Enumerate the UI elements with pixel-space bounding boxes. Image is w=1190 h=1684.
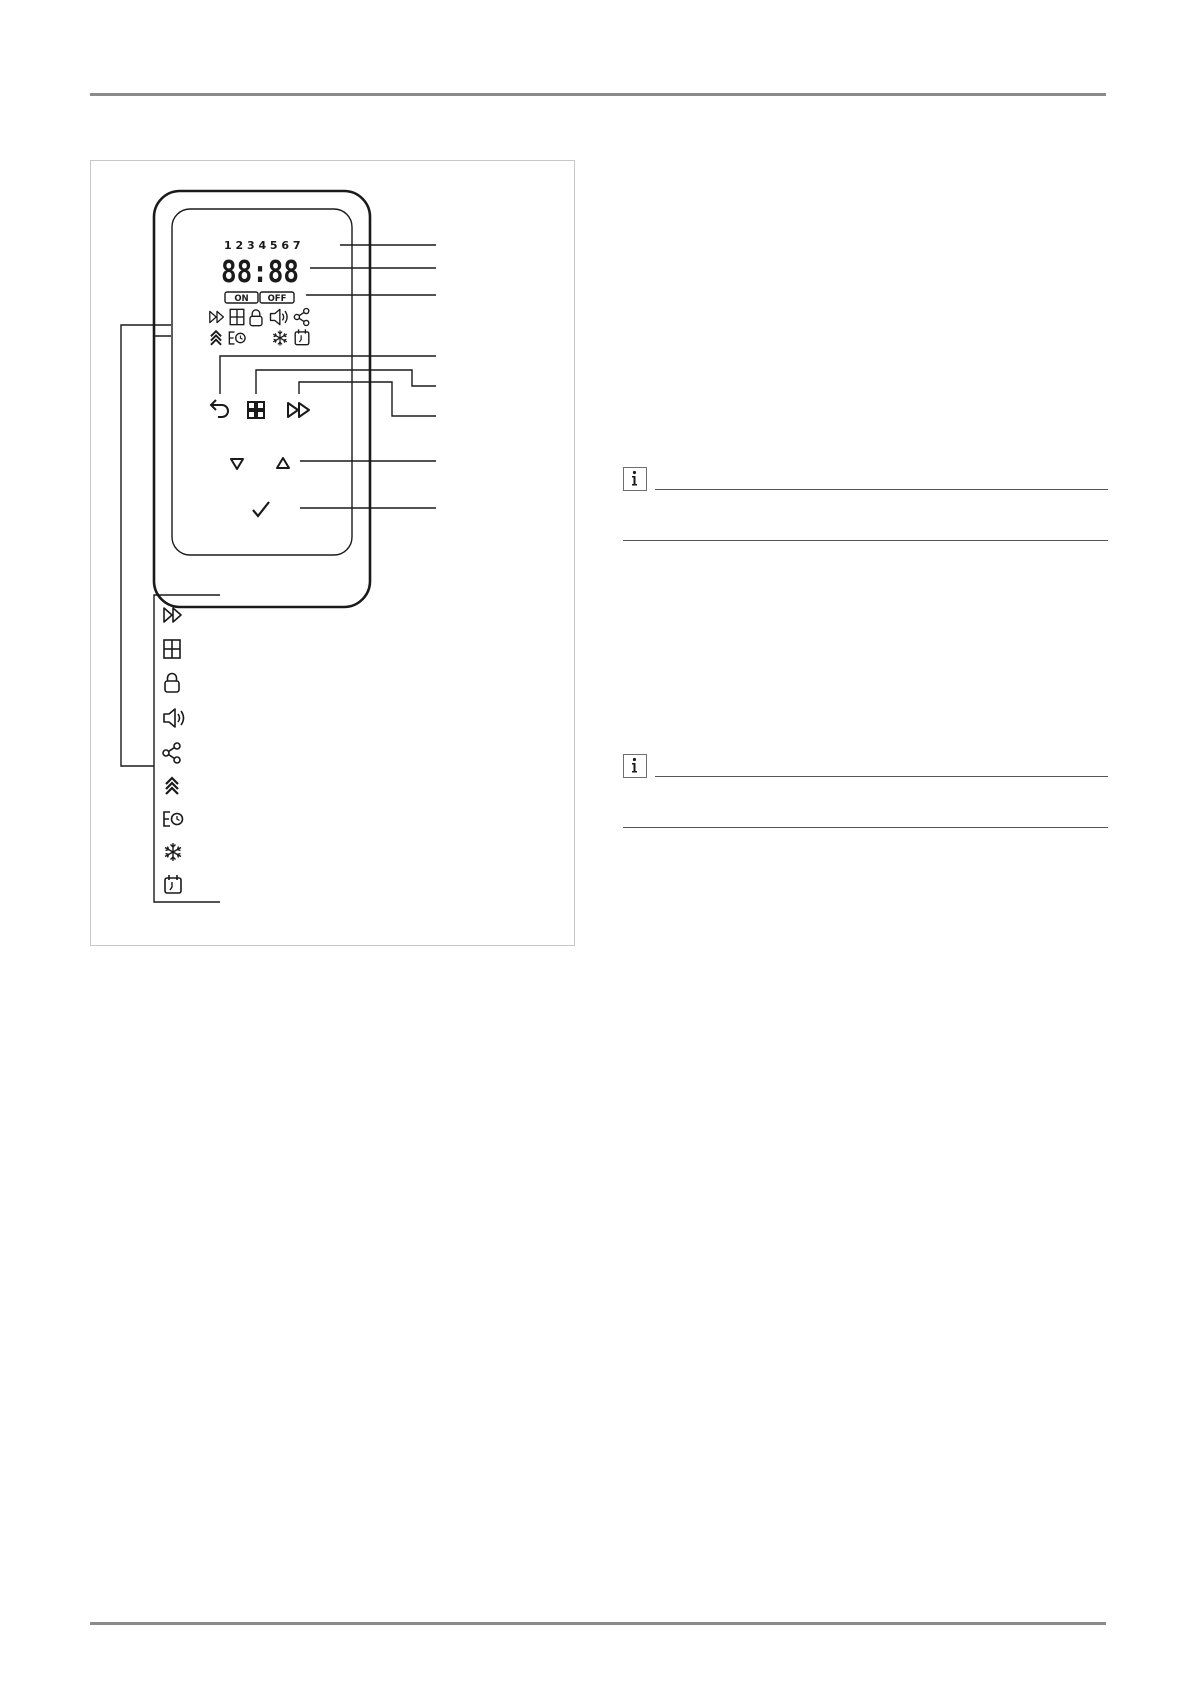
- grid-icon: [230, 309, 244, 324]
- info-icon: [623, 754, 647, 778]
- note-top-rule: [655, 489, 1108, 490]
- calendar-clock-icon: [295, 329, 309, 344]
- menu-grid-icon[interactable]: [248, 402, 264, 418]
- back-icon[interactable]: [211, 400, 228, 417]
- legend-chevrons-up-icon: [166, 778, 178, 794]
- fast-forward-button-icon[interactable]: [288, 403, 309, 417]
- legend-share-icon: [163, 743, 180, 763]
- snowflake-icon: [273, 330, 287, 345]
- info-icon: [623, 467, 647, 491]
- device-outer-shell: [154, 191, 370, 607]
- on-indicator-label: ON: [234, 294, 249, 304]
- legend-speaker-icon: [164, 709, 184, 727]
- lock-icon: [250, 310, 262, 326]
- legend-fast-forward-icon: [164, 608, 181, 622]
- legend-snowflake-icon: [165, 843, 181, 861]
- fast-forward-icon: [210, 311, 224, 322]
- share-icon: [294, 309, 308, 326]
- clock-readout: 88:88: [221, 255, 299, 290]
- control-panel-figure: [90, 160, 575, 946]
- down-triangle-icon[interactable]: [231, 459, 243, 469]
- speaker-icon: [271, 309, 288, 324]
- info-note-1: [623, 467, 1108, 541]
- legend-calendar-clock-icon: [165, 875, 181, 893]
- note-bottom-rule: [623, 827, 1108, 828]
- day-numbers: 1 2 3 4 5 6 7: [224, 239, 301, 252]
- up-triangle-icon[interactable]: [277, 458, 289, 468]
- note-top-rule: [655, 776, 1108, 777]
- footer-rule: [90, 1622, 1106, 1625]
- legend-lock-icon: [165, 674, 179, 693]
- legend-eco-timer-icon: [164, 812, 183, 826]
- off-indicator-label: OFF: [267, 294, 287, 304]
- note-bottom-rule: [623, 540, 1108, 541]
- eco-timer-icon: [229, 332, 245, 344]
- info-note-2: [623, 754, 1108, 828]
- check-icon[interactable]: [253, 502, 269, 516]
- header-rule: [90, 93, 1106, 96]
- legend-grid-icon: [164, 640, 180, 658]
- chevrons-up-icon: [211, 331, 221, 345]
